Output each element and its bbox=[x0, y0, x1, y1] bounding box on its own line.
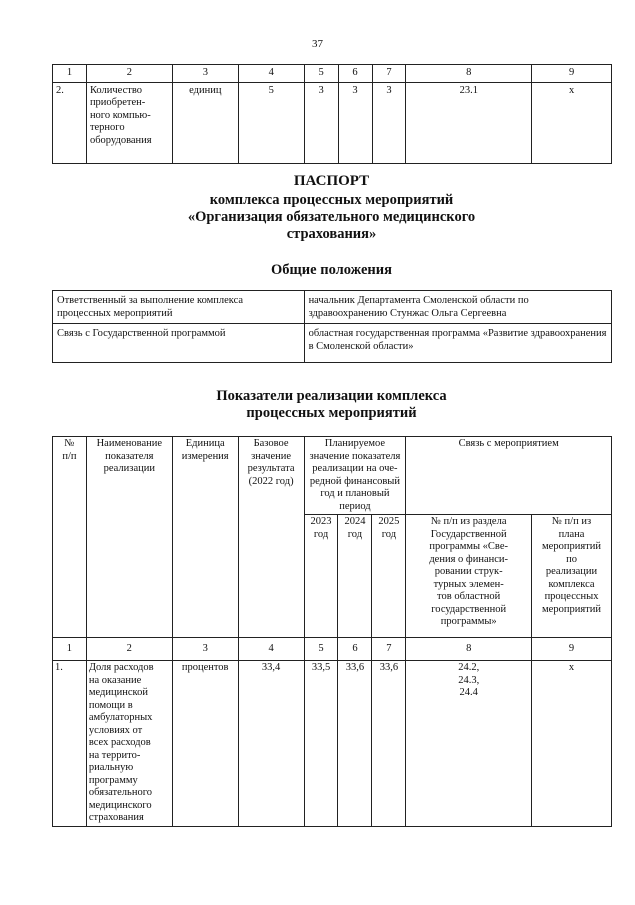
header-plan bbox=[532, 515, 612, 638]
header-line: 2025 bbox=[378, 516, 400, 527]
header-line: ровании струк- bbox=[434, 566, 503, 577]
header-2025 bbox=[372, 515, 406, 638]
header-line: редной финансовый bbox=[309, 475, 400, 487]
indicator-name bbox=[86, 661, 172, 827]
general-label: Связь с Государственной программой bbox=[53, 324, 305, 363]
header-line: программы «Све- bbox=[429, 541, 508, 552]
text-line: на оказание bbox=[88, 674, 142, 686]
value-2025: 33,6 bbox=[372, 661, 406, 827]
text-line: оборудования bbox=[89, 134, 152, 146]
table-row bbox=[53, 291, 612, 324]
text-line: амбулаторных bbox=[88, 712, 153, 723]
value-2025: 3 bbox=[372, 82, 406, 163]
header-line: значение bbox=[251, 450, 292, 462]
header-line: турных элемен- bbox=[433, 578, 504, 590]
header-line: год bbox=[381, 528, 397, 540]
indicators-table bbox=[52, 436, 612, 827]
header-row bbox=[53, 437, 612, 515]
header-num bbox=[53, 437, 87, 638]
text-line: страхования bbox=[88, 812, 144, 823]
text-line: условиях от bbox=[88, 724, 143, 736]
column-number: 2 bbox=[86, 638, 172, 661]
column-number: 9 bbox=[532, 638, 612, 661]
header-line: 2023 bbox=[310, 516, 332, 527]
column-number: 7 bbox=[372, 638, 406, 661]
column-number-row bbox=[53, 638, 612, 661]
column-number: 5 bbox=[304, 638, 338, 661]
header-base bbox=[238, 437, 304, 638]
column-number: 2 bbox=[86, 65, 172, 83]
plan-ref: х bbox=[532, 661, 612, 827]
column-number: 3 bbox=[172, 638, 238, 661]
text-line: всех расходов bbox=[88, 737, 151, 748]
header-line: тов областной bbox=[437, 591, 501, 602]
text-line: на террито- bbox=[88, 749, 141, 761]
unit: единиц bbox=[172, 82, 238, 163]
header-2023 bbox=[304, 515, 338, 638]
column-number: 6 bbox=[338, 65, 372, 83]
base-value: 33,4 bbox=[238, 661, 304, 827]
header-line: по bbox=[566, 553, 577, 565]
general-provisions-table bbox=[52, 290, 612, 363]
text-line: 24.4 bbox=[459, 687, 478, 698]
text-line: обязательного bbox=[88, 787, 152, 798]
column-number: 3 bbox=[172, 65, 238, 83]
table-row bbox=[53, 82, 612, 163]
header-line: № bbox=[64, 438, 75, 449]
title-line: процессных мероприятий bbox=[246, 405, 417, 421]
text-line: ного компью- bbox=[89, 109, 151, 121]
header-line: год bbox=[347, 528, 363, 540]
column-number: 1 bbox=[53, 638, 87, 661]
unit: процентов bbox=[172, 661, 238, 827]
column-number-row bbox=[53, 65, 612, 83]
value-2023: 3 bbox=[304, 82, 338, 163]
header-name bbox=[86, 437, 172, 638]
passport-title: ПАСПОРТ bbox=[293, 173, 370, 189]
header-line: год bbox=[313, 528, 329, 540]
table-row bbox=[53, 324, 612, 363]
value-2023: 33,5 bbox=[304, 661, 338, 827]
header-2024 bbox=[338, 515, 372, 638]
header-line: комплекса bbox=[548, 578, 595, 590]
text-line: Количество bbox=[89, 84, 142, 96]
header-line: п/п bbox=[62, 450, 77, 462]
text-line: приобретен- bbox=[89, 97, 146, 108]
text-line: терного bbox=[89, 122, 125, 133]
value-2024: 33,6 bbox=[338, 661, 372, 827]
value-2024: 3 bbox=[338, 82, 372, 163]
header-line: государственной bbox=[431, 603, 507, 615]
text-line: Доля расходов bbox=[88, 662, 154, 673]
page-number: 37 bbox=[312, 38, 323, 50]
column-number: 5 bbox=[304, 65, 338, 83]
text-line: 24.2, bbox=[458, 662, 480, 673]
section-ref bbox=[406, 661, 532, 827]
text-line: программу bbox=[88, 774, 138, 786]
subtitle-line: страхования» bbox=[286, 226, 377, 242]
indicator-name bbox=[86, 82, 172, 163]
header-line: № п/п из раздела bbox=[430, 516, 507, 527]
column-number: 4 bbox=[238, 65, 304, 83]
text-line: медицинской bbox=[88, 687, 148, 698]
text-line: 24.3, bbox=[458, 674, 480, 686]
subtitle-line: комплекса процессных мероприятий bbox=[209, 192, 454, 208]
header-line: Планируемое bbox=[324, 438, 386, 449]
header-line: Государственной bbox=[430, 528, 507, 540]
header-line: реализации bbox=[103, 463, 155, 474]
row-number: 1. bbox=[53, 661, 87, 827]
column-number: 8 bbox=[406, 638, 532, 661]
header-link: Связь с мероприятием bbox=[406, 437, 612, 515]
header-line: (2022 год) bbox=[248, 475, 294, 487]
general-provisions-title: Общие положения bbox=[271, 262, 392, 278]
header-line: период bbox=[339, 500, 371, 512]
header-line: плана bbox=[558, 528, 585, 540]
header-line: реализации bbox=[545, 566, 598, 577]
header-line: 2024 bbox=[344, 516, 366, 527]
header-planned bbox=[304, 437, 406, 515]
header-line: год и плановый bbox=[320, 488, 390, 499]
column-number: 4 bbox=[238, 638, 304, 661]
column-number: 9 bbox=[532, 65, 612, 83]
column-number: 1 bbox=[53, 65, 87, 83]
text-line: риальную bbox=[88, 762, 134, 773]
base-value: 5 bbox=[238, 82, 304, 163]
header-line: Базовое bbox=[253, 438, 289, 449]
column-number: 8 bbox=[406, 65, 532, 83]
header-unit bbox=[172, 437, 238, 638]
title-line: Показатели реализации комплекса bbox=[216, 388, 447, 404]
column-number: 7 bbox=[372, 65, 406, 83]
passport-subtitle bbox=[0, 192, 635, 243]
header-line: измерения bbox=[181, 450, 229, 462]
header-line: мероприятий bbox=[542, 603, 601, 615]
subtitle-line: «Организация обязательного медицинского bbox=[187, 209, 476, 225]
header-line: программы» bbox=[440, 616, 497, 627]
general-value: областная государственная программа «Развитие здравоохранения в Смоленской области» bbox=[304, 324, 611, 363]
header-line: Наименование bbox=[96, 438, 163, 449]
indicators-title bbox=[0, 388, 635, 422]
text-line: медицинского bbox=[88, 799, 152, 811]
text-line: помощи в bbox=[88, 699, 133, 711]
header-line: реализации на оче- bbox=[312, 463, 398, 474]
header-line: мероприятий bbox=[542, 541, 601, 552]
header-line: № п/п из bbox=[551, 516, 592, 527]
plan-ref: х bbox=[532, 82, 612, 163]
header-line: процессных bbox=[544, 591, 599, 602]
header-line: Единица bbox=[185, 438, 225, 449]
general-label: Ответственный за выполнение комплекса процессных мероприятий bbox=[53, 291, 305, 324]
header-line: дения о финанси- bbox=[429, 553, 509, 565]
general-value: начальник Департамента Смоленской области по здравоохранению Стунжас Ольга Сергеевна bbox=[304, 291, 611, 324]
section-ref: 23.1 bbox=[406, 82, 532, 163]
header-section bbox=[406, 515, 532, 638]
table-row bbox=[53, 661, 612, 827]
previous-indicators-table bbox=[52, 64, 612, 164]
header-line: значение показателя bbox=[309, 450, 401, 462]
header-line: показателя bbox=[105, 450, 154, 462]
column-number: 6 bbox=[338, 638, 372, 661]
row-number: 2. bbox=[53, 82, 87, 163]
header-line: результата bbox=[247, 463, 295, 474]
